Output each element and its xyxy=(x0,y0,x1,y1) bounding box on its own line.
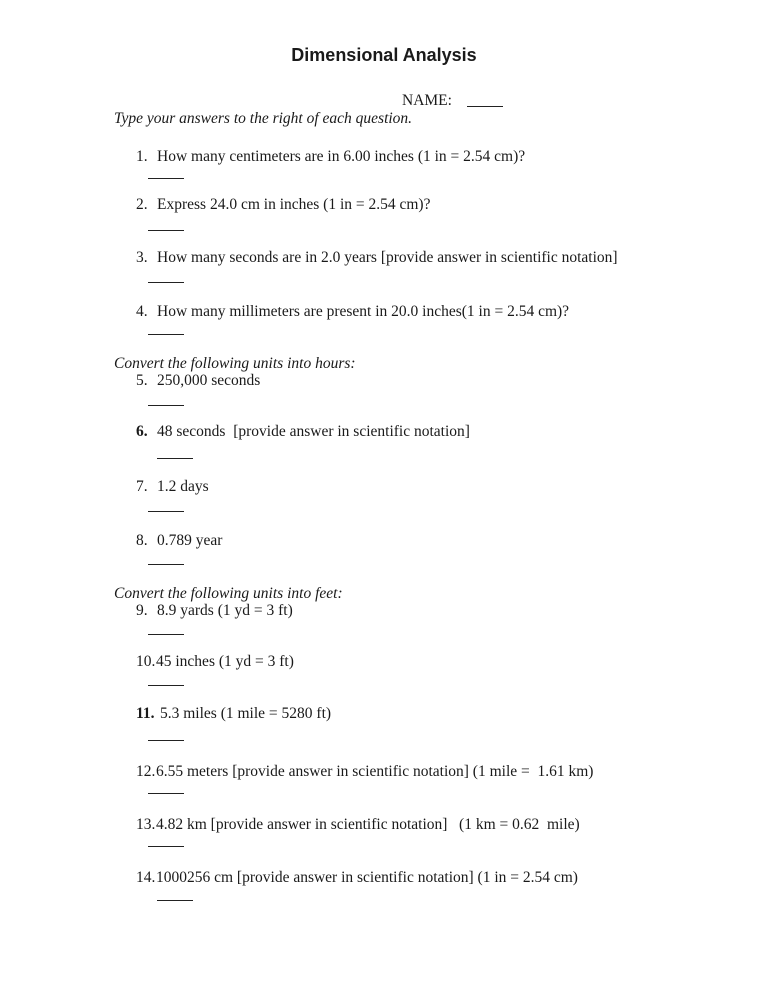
question-item xyxy=(136,196,430,214)
answer-blank[interactable] xyxy=(157,900,193,901)
question-number: 1. xyxy=(136,148,148,165)
question-item xyxy=(136,602,293,620)
question-item xyxy=(136,249,618,267)
answer-blank[interactable] xyxy=(148,230,184,231)
answer-blank[interactable] xyxy=(148,685,184,686)
question-number: 4. xyxy=(136,303,148,320)
question-number: 13. xyxy=(136,816,156,833)
question-item xyxy=(136,869,578,887)
answer-blank[interactable] xyxy=(148,793,184,794)
answer-blank[interactable] xyxy=(148,511,184,512)
question-text: 5.3 miles (1 mile = 5280 ft) xyxy=(160,705,332,722)
answer-blank[interactable] xyxy=(148,334,184,335)
question-text: 1000256 cm [provide answer in scientific notation] (1 in = 2.54 cm) xyxy=(156,869,578,886)
question-text: 250,000 seconds xyxy=(157,372,261,389)
question-text: 6.55 meters [provide answer in scientific notation] (1 mile = 1.61 km) xyxy=(156,763,594,780)
question-text: How many seconds are in 2.0 years [provide answer in scientific notation] xyxy=(157,249,618,266)
question-item xyxy=(136,653,294,671)
answer-blank[interactable] xyxy=(148,178,184,179)
question-number: 8. xyxy=(136,532,148,549)
question-item xyxy=(136,303,569,321)
question-text: 4.82 km [provide answer in scientific notation] (1 km = 0.62 mile) xyxy=(156,816,580,833)
question-text: Express 24.0 cm in inches (1 in = 2.54 cm)? xyxy=(157,196,431,213)
question-number: 11. xyxy=(136,705,155,722)
question-item xyxy=(136,532,222,550)
question-item xyxy=(136,148,525,166)
question-text: How many millimeters are present in 20.0 inches(1 in = 2.54 cm)? xyxy=(157,303,570,320)
question-number: 7. xyxy=(136,478,148,495)
question-item xyxy=(136,478,209,496)
question-number: 6. xyxy=(136,423,148,440)
question-number: 3. xyxy=(136,249,148,266)
answer-blank[interactable] xyxy=(148,405,184,406)
answer-blank[interactable] xyxy=(148,634,184,635)
question-number: 2. xyxy=(136,196,148,213)
section-feet-heading: Convert the following units into feet: xyxy=(114,585,343,602)
question-item xyxy=(136,423,470,441)
question-item xyxy=(136,372,260,390)
question-number: 9. xyxy=(136,602,148,619)
question-text: 8.9 yards (1 yd = 3 ft) xyxy=(157,602,293,619)
question-number: 14. xyxy=(136,869,156,886)
section-hours-heading: Convert the following units into hours: xyxy=(114,355,356,372)
question-text: 48 seconds [provide answer in scientific notation] xyxy=(157,423,470,440)
question-number: 10. xyxy=(136,653,156,670)
name-label: NAME: xyxy=(402,92,452,109)
answer-blank[interactable] xyxy=(148,564,184,565)
answer-blank[interactable] xyxy=(148,740,184,741)
answer-blank[interactable] xyxy=(157,458,193,459)
answer-blank[interactable] xyxy=(148,282,184,283)
question-number: 12. xyxy=(136,763,156,780)
question-item xyxy=(136,705,331,723)
name-answer-blank[interactable] xyxy=(467,106,503,107)
question-item xyxy=(136,816,580,834)
question-text: How many centimeters are in 6.00 inches (1 in = 2.54 cm)? xyxy=(157,148,526,165)
instructions: Type your answers to the right of each question. xyxy=(114,110,413,127)
answer-blank[interactable] xyxy=(148,846,184,847)
question-item xyxy=(136,763,593,781)
page-title: Dimensional Analysis xyxy=(291,45,477,65)
question-text: 45 inches (1 yd = 3 ft) xyxy=(156,653,294,670)
question-text: 1.2 days xyxy=(157,478,209,495)
question-number: 5. xyxy=(136,372,148,389)
question-text: 0.789 year xyxy=(157,532,223,549)
